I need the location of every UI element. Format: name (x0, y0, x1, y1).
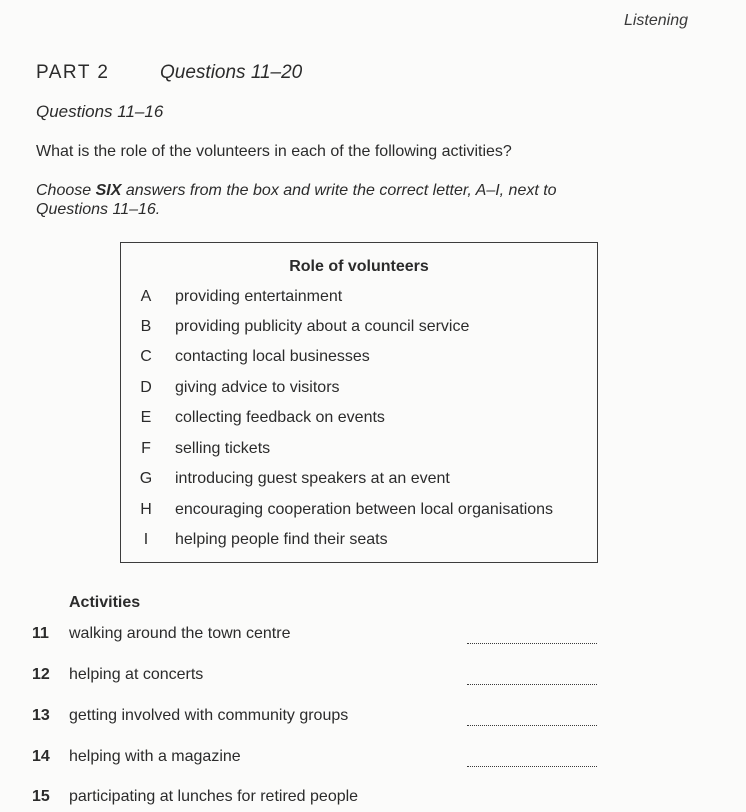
option-text: selling tickets (175, 440, 271, 457)
instruction-suffix: answers from the box and write the correct letter, A–I, next to Questions 11–16. (36, 182, 557, 218)
option-text: helping people find their seats (175, 531, 388, 548)
option-a (121, 288, 597, 310)
question-prompt: What is the role of the volunteers in each of the following activities? (36, 143, 512, 160)
activity-number: 11 (32, 625, 49, 642)
option-text: providing publicity about a council service (175, 318, 470, 335)
activity-number: 14 (32, 748, 50, 765)
option-f (121, 440, 597, 462)
activity-row-15 (0, 788, 746, 812)
option-letter: H (140, 501, 152, 518)
activity-number: 15 (32, 788, 50, 805)
option-text: encouraging cooperation between local organisations (175, 501, 554, 518)
option-letter: D (140, 379, 152, 396)
activity-text: walking around the town centre (69, 625, 291, 642)
option-letter: I (143, 531, 149, 548)
option-i (121, 531, 597, 553)
answer-blank-14[interactable] (467, 766, 597, 767)
option-b (121, 318, 597, 340)
options-box-title: Role of volunteers (289, 258, 429, 275)
answer-blank-11[interactable] (467, 643, 597, 644)
option-letter: B (140, 318, 152, 335)
option-d (121, 379, 597, 401)
activity-text: helping with a magazine (69, 748, 241, 765)
option-h (121, 501, 597, 523)
option-g (121, 470, 597, 492)
activities-heading: Activities (69, 594, 141, 611)
option-text: contacting local businesses (175, 348, 370, 365)
activity-text: helping at concerts (69, 666, 204, 683)
option-text: giving advice to visitors (175, 379, 340, 396)
option-letter: E (140, 409, 152, 426)
option-e (121, 409, 597, 431)
option-letter: C (140, 348, 152, 365)
options-box (120, 242, 598, 563)
option-text: providing entertainment (175, 288, 343, 305)
answer-blank-13[interactable] (467, 725, 597, 726)
instruction-text (36, 181, 616, 219)
option-letter: F (141, 440, 151, 457)
activity-number: 13 (32, 707, 50, 724)
option-letter: G (139, 470, 153, 487)
questions-subheading: Questions 11–16 (36, 102, 164, 121)
option-letter: A (140, 288, 152, 305)
instruction-bold: SIX (95, 182, 122, 199)
activity-row-13 (0, 707, 746, 731)
instruction-prefix: Choose (36, 182, 92, 199)
activity-row-12 (0, 666, 746, 690)
part-label: PART 2 (36, 62, 110, 83)
activity-text: participating at lunches for retired people (69, 788, 359, 805)
activity-row-11 (0, 625, 746, 649)
activity-text: getting involved with community groups (69, 707, 349, 724)
activity-number: 12 (32, 666, 50, 683)
activity-row-14 (0, 748, 746, 772)
answer-blank-12[interactable] (467, 684, 597, 685)
questions-range-heading: Questions 11–20 (160, 62, 303, 83)
section-label: Listening (623, 12, 688, 29)
option-text: collecting feedback on events (175, 409, 385, 426)
option-text: introducing guest speakers at an event (175, 470, 450, 487)
option-c (121, 348, 597, 370)
